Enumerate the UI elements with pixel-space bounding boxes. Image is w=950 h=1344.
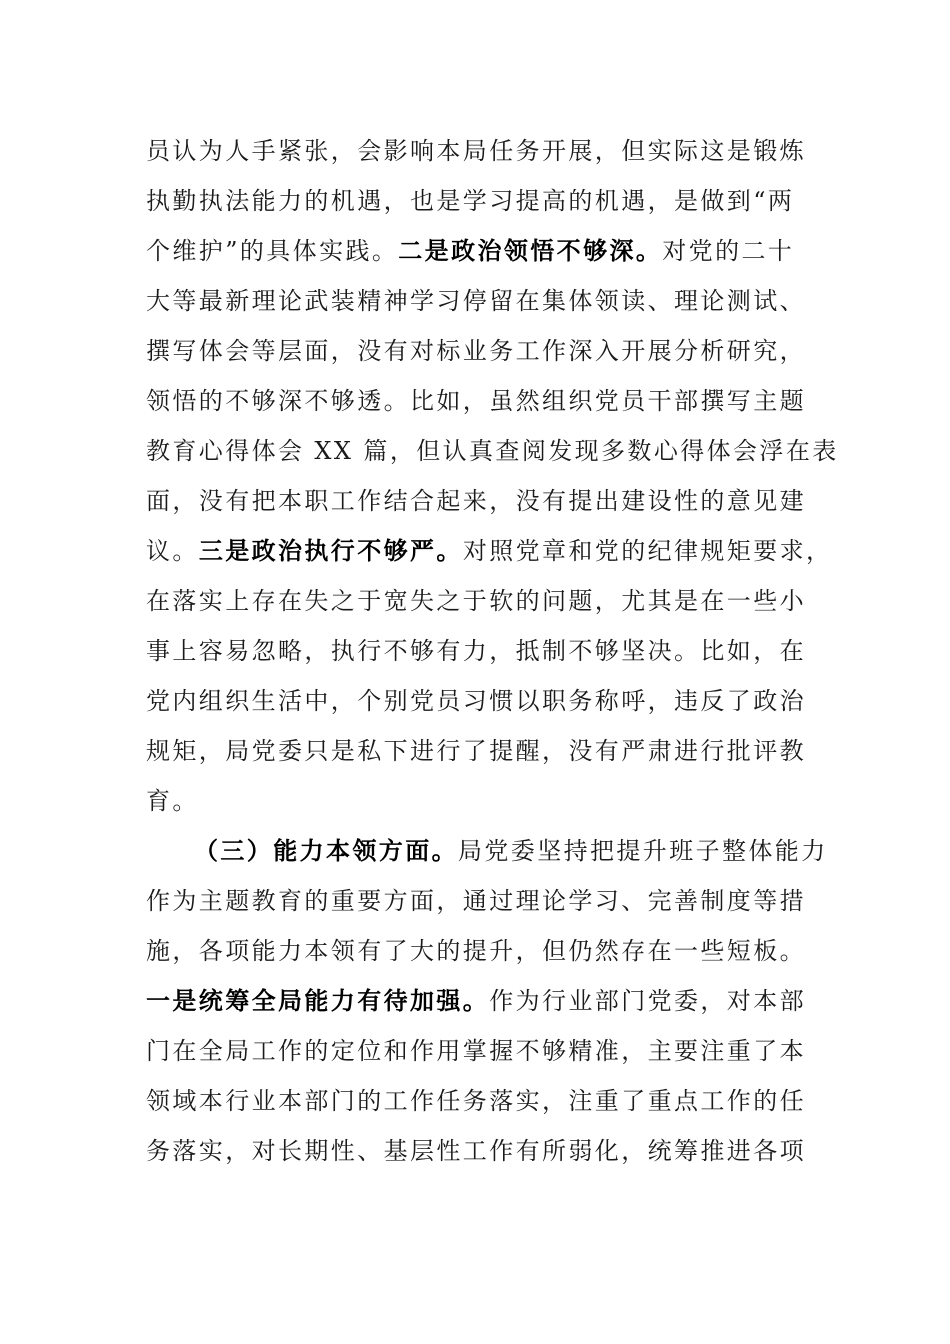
body-text-run: 作为主题教育的重要方面，通过理论学习、完善制度等措 [146, 887, 806, 915]
text-line [146, 926, 806, 976]
text-line [146, 676, 806, 726]
bold-heading-text: （三）能力本领方面。 [194, 837, 458, 865]
body-text-run: 教育心得体会 XX 篇，但认真查阅发现多数心得体会浮在表 [146, 437, 839, 465]
body-text-run: 在落实上存在失之于宽失之于软的问题，尤其是在一些小 [146, 587, 806, 615]
body-text-run: 对照党章和党的纪律规矩要求， [462, 537, 833, 565]
body-text-run: 务落实，对长期性、基层性工作有所弱化，统筹推进各项 [146, 1137, 806, 1165]
body-text-run: 局党委坚持把提升班子整体能力 [458, 837, 828, 865]
body-text-run: 对党的二十 [662, 237, 795, 265]
text-line [146, 576, 806, 626]
text-line [146, 826, 828, 876]
body-text-run: 规矩，局党委只是私下进行了提醒，没有严肃进行批评教 [146, 737, 806, 765]
body-text-run: 面，没有把本职工作结合起来，没有提出建设性的意见建 [146, 487, 806, 515]
body-text-run: 门在全局工作的定位和作用掌握不够精准，主要注重了本 [146, 1037, 806, 1065]
body-text-run: 事上容易忽略，执行不够有力，抵制不够坚决。比如，在 [146, 637, 806, 665]
body-text-run: 大等最新理论武装精神学习停留在集体领读、理论测试、 [146, 287, 806, 315]
text-line [146, 626, 806, 676]
text-line [146, 876, 806, 926]
text-line [146, 1126, 806, 1176]
body-text-run: 个维护”的具体实践。 [146, 237, 399, 265]
body-text-run: 员认为人手紧张，会影响本局任务开展，但实际这是锻炼 [146, 137, 806, 165]
body-text-run: 施，各项能力本领有了大的提升，但仍然存在一些短板。 [146, 937, 806, 965]
body-text-run: 撰写体会等层面，没有对标业务工作深入开展分析研究， [146, 337, 806, 365]
text-line [146, 726, 806, 776]
text-line [146, 126, 806, 176]
body-text-run: 作为行业部门党委，对本部 [489, 987, 807, 1015]
text-line [146, 526, 833, 576]
body-text-run: 领悟的不够深不够透。比如，虽然组织党员干部撰写主题 [146, 387, 806, 415]
text-line [146, 1026, 806, 1076]
text-line [146, 376, 806, 426]
body-text [146, 126, 839, 1176]
text-line [146, 176, 806, 226]
bold-heading-text: 三是政治执行不够严。 [198, 537, 463, 565]
text-line [146, 426, 839, 476]
text-line [146, 326, 806, 376]
text-line [146, 276, 806, 326]
bold-heading-text: 二是政治领悟不够深。 [398, 237, 663, 265]
text-line [146, 1076, 806, 1126]
text-line [146, 476, 806, 526]
body-text-run: 执勤执法能力的机遇，也是学习提高的机遇，是做到“两 [146, 187, 795, 215]
text-line [146, 976, 806, 1026]
text-line [146, 226, 806, 276]
body-text-run: 党内组织生活中，个别党员习惯以职务称呼，违反了政治 [146, 687, 806, 715]
body-text-run: 议。 [146, 537, 199, 565]
body-text-run: 育。 [146, 787, 199, 815]
body-text-run: 领域本行业本部门的工作任务落实，注重了重点工作的任 [146, 1087, 806, 1115]
bold-heading-text: 一是统筹全局能力有待加强。 [146, 987, 490, 1015]
text-line [146, 776, 806, 826]
